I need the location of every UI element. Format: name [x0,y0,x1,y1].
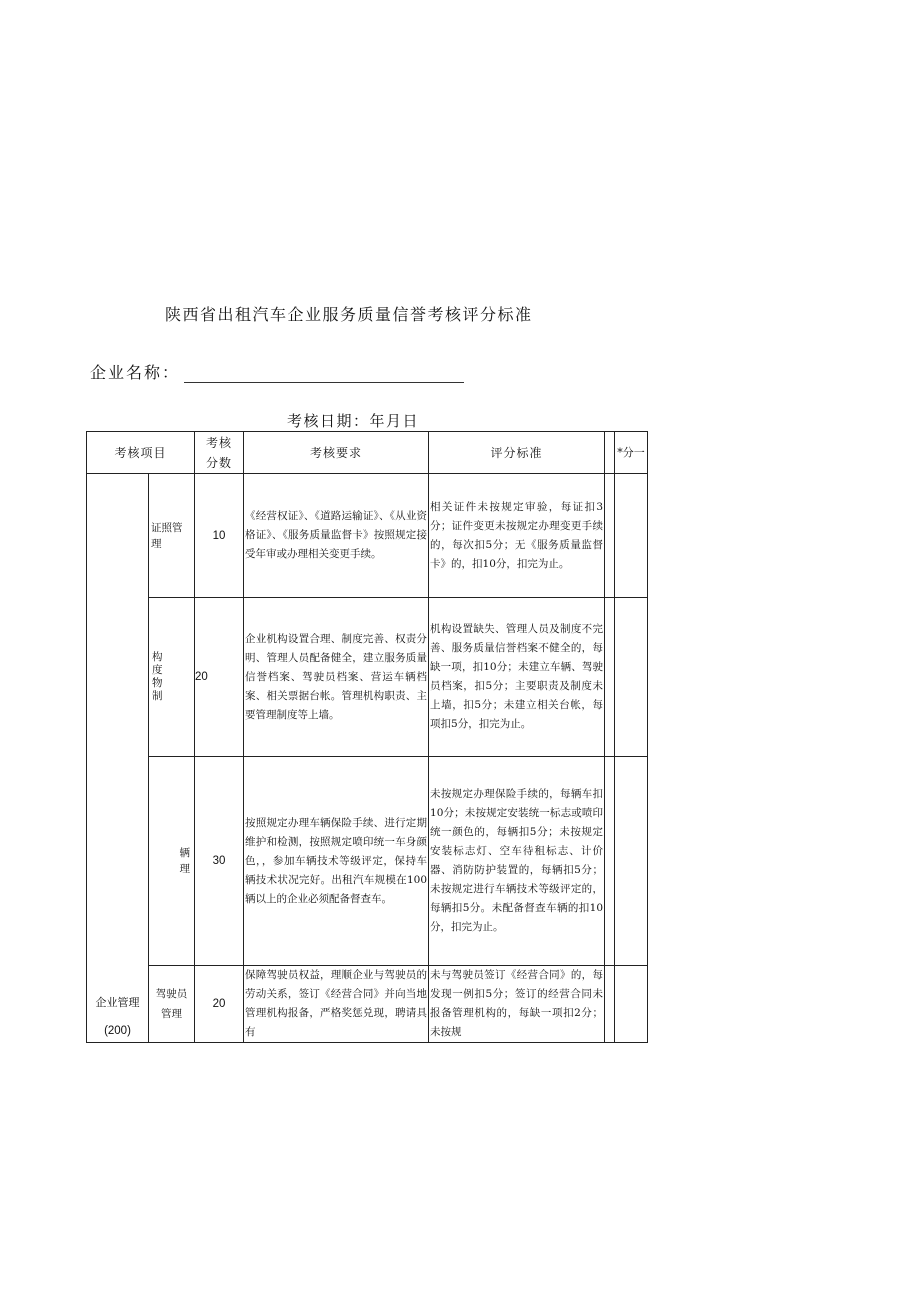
header-row [87,432,648,474]
header-criteria: 评分标准 [429,432,605,474]
score-cell: 20 [195,966,244,1043]
header-item: 考核项目 [87,432,195,474]
table-row [87,474,648,598]
header-points: *分一 [615,432,648,474]
scoring-table [86,431,648,1043]
company-name-field [90,360,464,383]
requirement-cell: 《经营权证》、《道路运输证》、《从业资格证》、《服务质量监督卡》按照规定接受年审或办理相关变更手续。 [244,474,429,598]
sub-item: 驾驶员 管理 [149,966,195,1043]
group-cell [87,474,149,1043]
criteria-cell: 未按规定办理保险手续的，每辆车扣10分；未按规定安装统一标志或喷印统一颜色的，每辆扣5分；未按规定安装标志灯、空车待租标志、计价器、消防防护装置的，每辆扣5分；未按规定进行车辆技术等级评定的，每辆扣5分。未配备督查车辆的扣10分，扣完为止。 [429,757,605,966]
criteria-cell: 未与驾驶员签订《经营合同》的，每发现一例扣5分；签订的经营合同未报备管理机构的，每缺一项扣2分；未按规 [429,966,605,1043]
score-cell: 20 [195,598,244,757]
exam-date: 考核日期：年月日 [287,412,420,430]
sub-item: 辆 理 [149,757,195,966]
sub-item: 证照管 理 [149,474,195,598]
company-name-label: 企业名称： [90,363,181,382]
document-title: 陕西省出租汽车企业服务质量信誉考核评分标准 [165,305,533,324]
header-blank [605,432,615,474]
blank-cell [605,474,615,598]
header-requirement: 考核要求 [244,432,429,474]
points-cell [615,966,648,1043]
table-row [87,757,648,966]
company-name-blank [184,366,464,383]
sub-item: 构 度 物 制 [149,598,195,757]
header-score: 考核 分数 [195,432,244,474]
criteria-cell: 相关证件未按规定审验，每证扣3分；证件变更未按规定办理变更手续的，每次扣5分；无《服务质量监督卡》的，扣10分，扣完为止。 [429,474,605,598]
blank-cell [605,598,615,757]
score-cell: 30 [195,757,244,966]
group-label: 企业管理 [95,996,140,1009]
table-row [87,966,648,1043]
table-row [87,598,648,757]
points-cell [615,757,648,966]
requirement-cell: 企业机构设置合理、制度完善、权责分明、管理人员配备健全，建立服务质量信誉档案、驾驶员档案、营运车辆档案、相关票据台帐。管理机构职责、主要管理制度等上墙。 [244,598,429,757]
requirement-cell: 按照规定办理车辆保险手续、进行定期维护和检测，按照规定喷印统一车身颜色，，参加车辆技术等级评定，保持车辆技术状况完好。出租汽车规模在100辆以上的企业必须配备督查车。 [244,757,429,966]
criteria-cell: 机构设置缺失、管理人员及制度不完善、服务质量信誉档案不健全的，每缺一项，扣10分；未建立车辆、驾驶员档案，扣5分；主要职责及制度未上墙，扣5分；未建立相关台帐，每项扣5分，扣完为止。 [429,598,605,757]
blank-cell [605,966,615,1043]
score-cell: 10 [195,474,244,598]
points-cell [615,598,648,757]
points-cell [615,474,648,598]
blank-cell [605,757,615,966]
requirement-cell: 保障驾驶员权益，理顺企业与驾驶员的劳动关系，签订《经营合同》并向当地管理机构报备，严格奖惩兑现，聘请具有 [244,966,429,1043]
group-total: (200) [104,1025,131,1037]
